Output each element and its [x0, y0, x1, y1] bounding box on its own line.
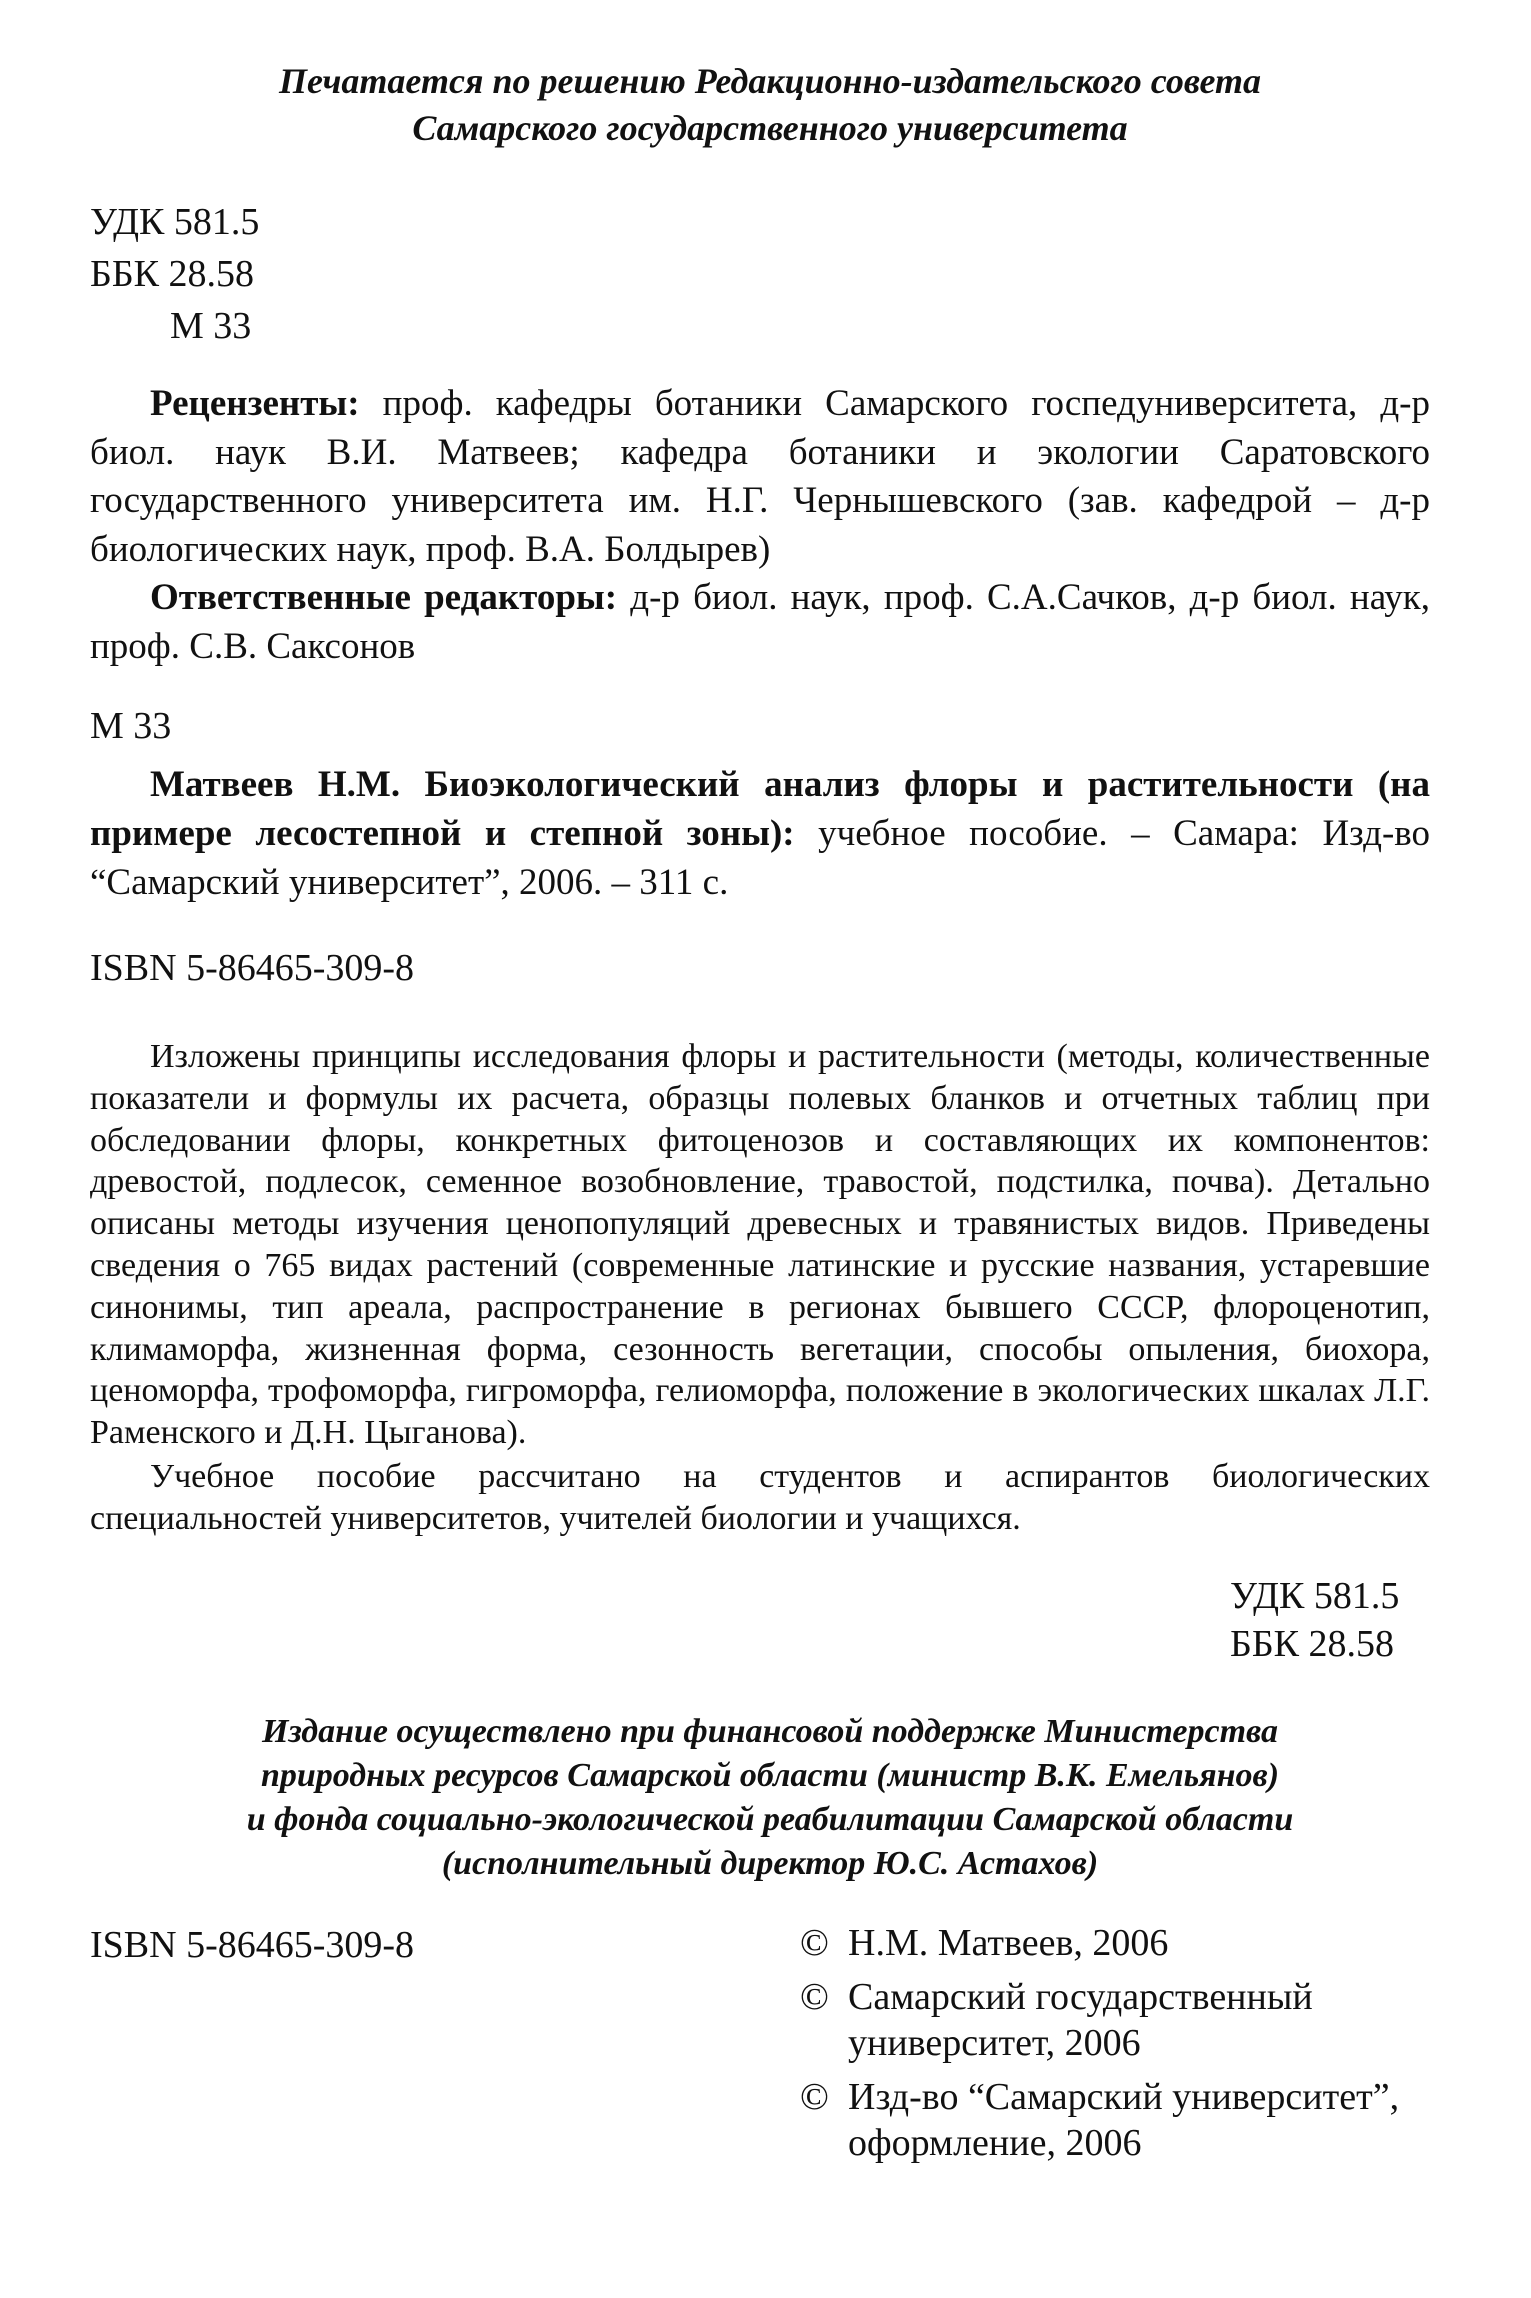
funding-line-2: природных ресурсов Самарской области (министр В.К. Емельянов) — [260, 1757, 1280, 1794]
bbk-code: ББК 28.58 — [90, 253, 254, 295]
copyright-symbol: © — [800, 2076, 829, 2118]
udk-code: УДК 581.5 — [90, 201, 260, 243]
reviewers-label: Рецензенты: — [150, 383, 360, 424]
publication-note — [90, 58, 1450, 152]
publication-note-line-2: Самарского государственного университета — [412, 108, 1128, 148]
udk-code-bottom: УДК 581.5 — [1230, 1575, 1400, 1617]
copyright-symbol: © — [800, 1922, 829, 1964]
abstract-paragraph-1: Изложены принципы исследования флоры и растительности (методы, количественные показатели и формулы их расчета, образцы полевых бланков и отчетных таблиц при обследовании флоры, конкретных фитоценозов и составляющих их компонентов: древостой, подлесок, семенное возобновление, травостой, подстилка, почва). Детально описаны методы изучения ценопопуляций древесных и травянистых видов. Приведены сведения о 765 видах растений (современные латинские и русские названия, устаревшие синонимы, тип ареала, распространение в регионах бывшего СССР, флороценотип, климаморфа, жизненная форма, сезонность вегетации, способы опыления, биохора, ценоморфа, трофоморфа, гигроморфа, гелиоморфа, положение в экологических шкалах Л.Г. Раменского и Д.Н. Цыганова). — [90, 1038, 1430, 1452]
copyright-entry — [800, 1974, 1440, 2066]
funding-note — [90, 1710, 1450, 1886]
bbk-code-bottom: ББК 28.58 — [1230, 1623, 1394, 1665]
copyright-text: Н.М. Матвеев, 2006 — [848, 1922, 1169, 1964]
abstract-paragraph-2: Учебное пособие рассчитано на студентов и аспирантов биологических специальностей университетов, учителей биологии и учащихся. — [90, 1457, 1430, 1537]
classification-codes-bottom — [1230, 1572, 1399, 1668]
editors-text: д-р биол. наук, проф. С.А.Сачков, д-р биол. наук, проф. С.В. Саксонов — [90, 577, 1430, 667]
reviewers-paragraph — [90, 380, 1430, 574]
classification-codes-top — [90, 196, 259, 352]
funding-line-3: и фонда социально-экологической реабилитации Самарской области — [246, 1801, 1294, 1838]
bibliographic-rest: учебное пособие. – Самара: Изд-во “Самарский университет”, 2006. – 311 с. — [90, 813, 1430, 903]
reviewers-block — [90, 380, 1430, 671]
author-sign: М 33 — [170, 305, 252, 347]
isbn-bottom: ISBN 5-86465-309-8 — [90, 1924, 415, 1966]
copyright-text: Самарский государственный университет, 2006 — [848, 1976, 1313, 2064]
abstract — [90, 1036, 1430, 1540]
editors-label: Ответственные редакторы: — [150, 577, 618, 618]
copyright-list — [800, 1920, 1440, 2174]
funding-line-1: Издание осуществлено при финансовой поддержке Министерства — [262, 1713, 1278, 1750]
author-mark: М 33 — [90, 705, 172, 747]
copyright-symbol: © — [800, 1976, 829, 2018]
bibliographic-description — [90, 760, 1430, 907]
bibliographic-title: Матвеев Н.М. Биоэкологический анализ флоры и растительности (на примере лесостепной и степной зоны): — [90, 764, 1430, 854]
copyright-entry — [800, 2074, 1440, 2166]
reviewers-text: проф. кафедры ботаники Самарского госпедуниверситета, д-р биол. наук В.И. Матвеев; кафедра ботаники и экологии Саратовского государственного университета им. Н.Г. Чернышевского (зав. кафедрой – д-р биологических наук, проф. В.А. Болдырев) — [90, 383, 1430, 570]
isbn-top: ISBN 5-86465-309-8 — [90, 947, 415, 989]
publication-note-line-1: Печатается по решению Редакционно-издательского совета — [279, 61, 1261, 101]
copyright-entry — [800, 1920, 1440, 1966]
editors-paragraph — [90, 574, 1430, 671]
bibliographic-paragraph — [90, 760, 1430, 907]
copyright-text: Изд-во “Самарский университет”, оформление, 2006 — [848, 2076, 1400, 2164]
funding-line-4: (исполнительный директор Ю.С. Астахов) — [441, 1845, 1099, 1882]
